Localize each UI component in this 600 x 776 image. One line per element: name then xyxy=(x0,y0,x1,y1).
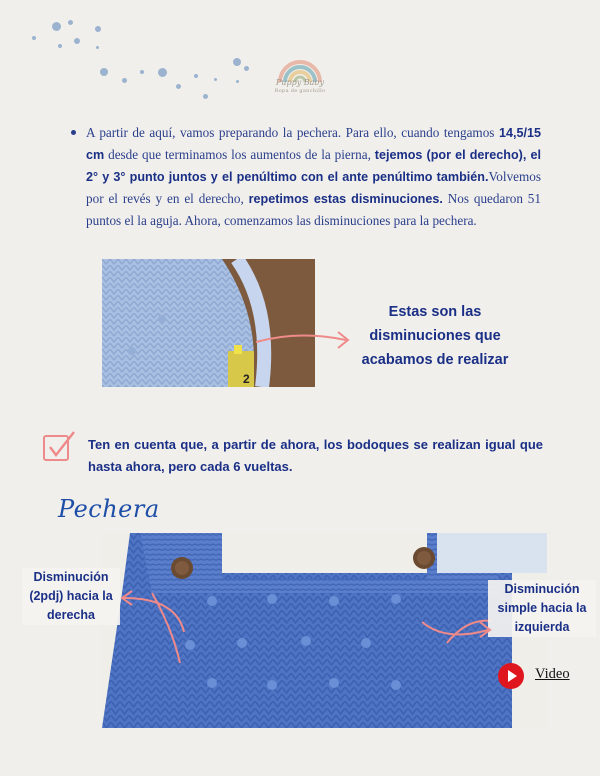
intro-text-4: Nos quedaron 51 puntos el la aguja. Ahora, comenzamos las disminuciones para la pechera. xyxy=(86,191,541,228)
logo-name: Puppy Baby xyxy=(275,78,325,87)
logo-tagline: Ropa de ganchillo xyxy=(274,88,326,94)
play-icon[interactable] xyxy=(498,663,524,689)
intro-bold-1: 14,5/15 cm xyxy=(86,126,541,162)
video-link[interactable]: Video xyxy=(535,666,570,682)
arrow-right-icon xyxy=(418,608,498,644)
decrease-caption: Estas son las disminuciones que acabamos de realizar xyxy=(361,304,509,368)
tape-number: 2 xyxy=(243,372,250,386)
section-title: Pechera xyxy=(58,495,160,523)
left-decrease-label: Disminución (2pdj) hacia la derecha xyxy=(22,568,120,625)
bullet-icon xyxy=(71,130,76,135)
right-decrease-label: Disminución simple hacia la izquierda xyxy=(488,580,596,637)
intro-paragraph xyxy=(86,122,541,231)
intro-bold-2: tejemos (por el derecho), el 2° y 3° punto juntos y el penúltimo con el ante penúltimo también. xyxy=(86,148,541,184)
stitch-note: Ten en cuenta que, a partir de ahora, los bodoques se realizan igual que hasta ahora, pero cada 6 vueltas. xyxy=(88,437,543,474)
logo-text xyxy=(262,78,338,96)
knit-decrease-photo xyxy=(102,259,315,387)
curved-arrow-icon xyxy=(254,326,354,356)
intro-bold-3: repetimos estas disminuciones. xyxy=(248,192,443,206)
intro-text-2: desde que terminamos los aumentos de la pierna, xyxy=(104,147,375,162)
intro-text-3: Volvemos por el revés y en el derecho, xyxy=(86,169,541,206)
arrow-left-icon xyxy=(118,586,192,636)
checkbox-check-icon xyxy=(42,430,78,466)
intro-text-1: A partir de aquí, vamos preparando la pechera. Para ello, cuando tengamos xyxy=(86,125,499,140)
